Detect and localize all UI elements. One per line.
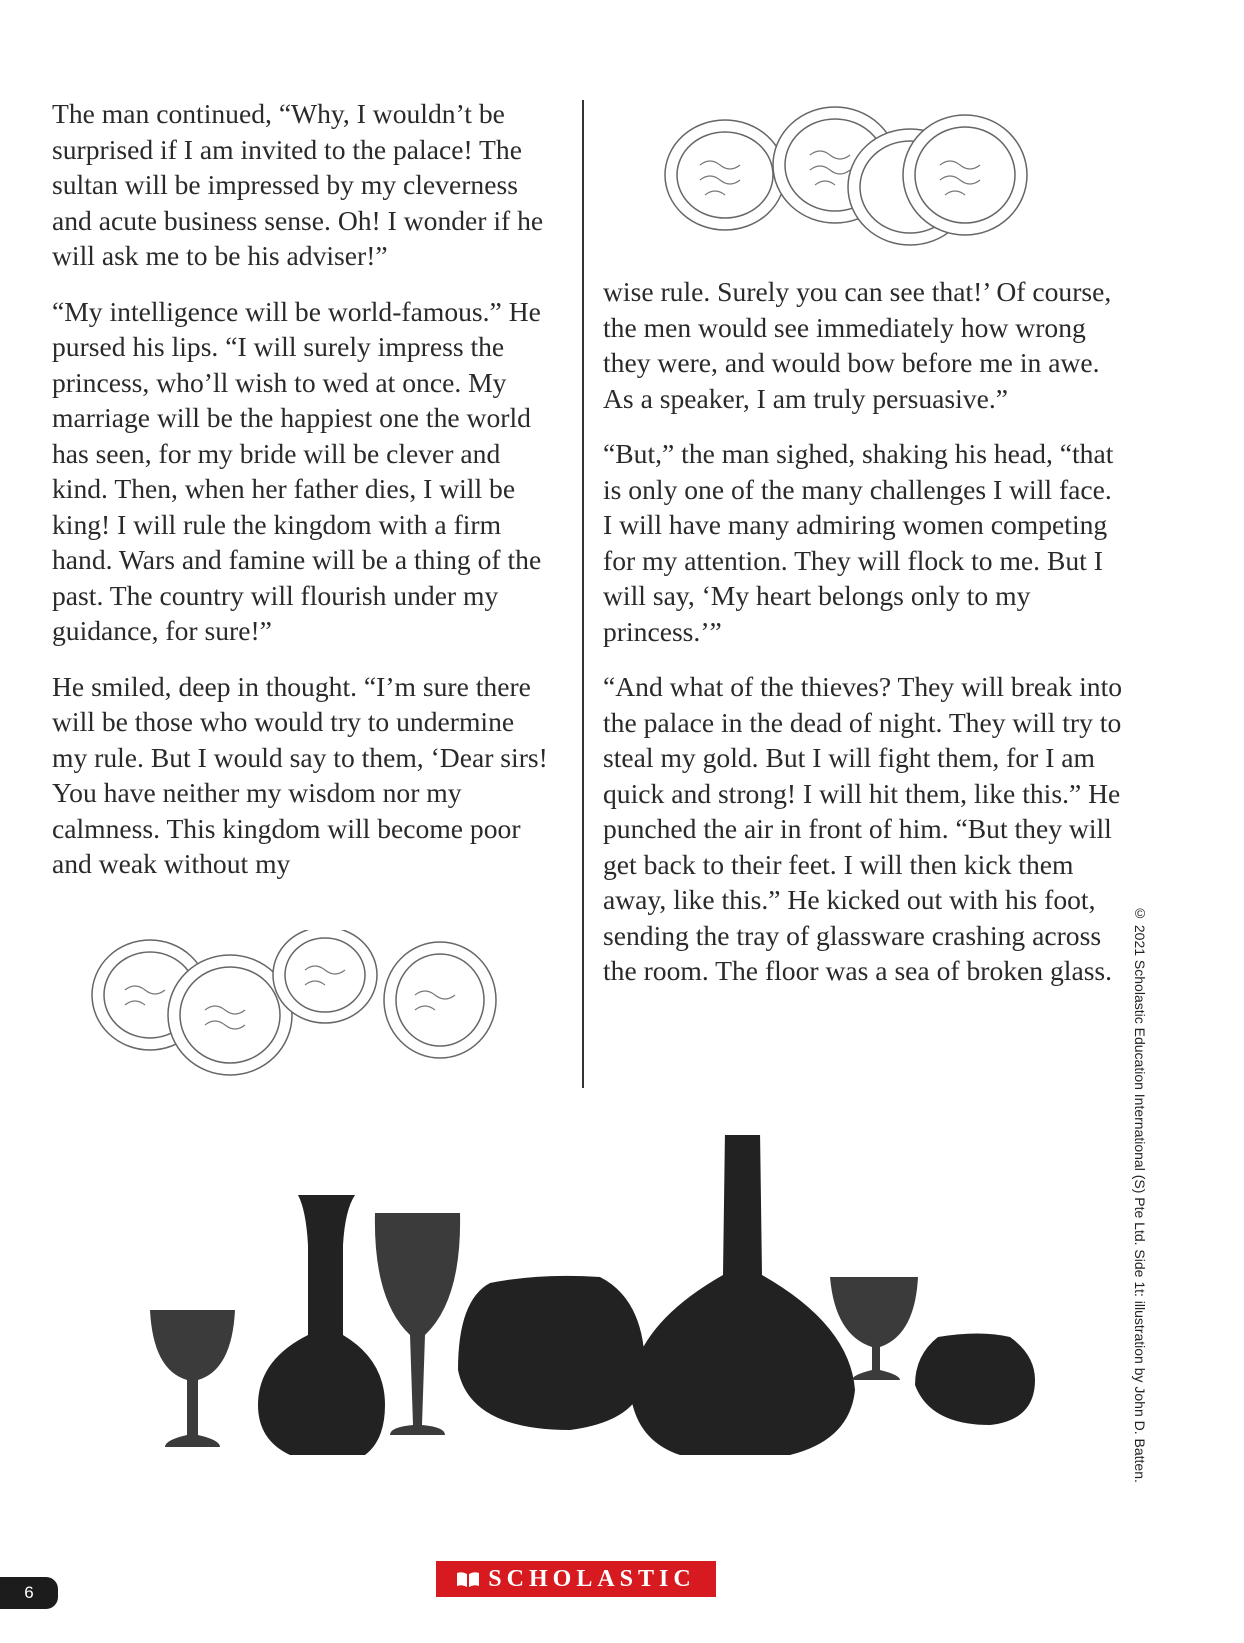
paragraph: wise rule. Surely you can see that!’ Of course, the men would see immediately how wrong they were, and would bow before me in awe. As a speaker, I am truly persuasive.” <box>603 276 1112 414</box>
page-number: 6 <box>0 1577 58 1609</box>
paragraph: “My intelligence will be world-famous.” He pursed his lips. “I will surely impress the princess, who’ll wish to wed at once. My marriage will be the happiest one the world has seen, for my bride will be clever and kind. Then, when her father dies, I will be king! I will rule the kingdom with a firm hand. Wars and famine will be a thing of the past. The country will flourish under my guidance, for sure!” <box>52 295 542 646</box>
right-text-column <box>603 274 1123 1009</box>
vase-silhouette <box>258 1195 385 1455</box>
book-icon <box>456 1570 480 1588</box>
paragraph: “But,” the man sighed, shaking his head, “that is only one of the many challenges I will face. I will have many admiring women competing for my attention. They will flock to me. But I will say, ‘My heart belongs only to my princess.’” <box>603 438 1114 647</box>
bowl-silhouette <box>458 1276 645 1430</box>
paragraph: He smiled, deep in thought. “I’m sure there will be those who would try to undermine my rule. But I would say to them, ‘Dear sirs! You have neither my wisdom nor my calmness. This kingdom will become poor and weak without my <box>52 670 548 879</box>
left-text-column <box>52 96 552 902</box>
paragraph: The man continued, “Why, I wouldn’t be surprised if I am invited to the palace! The sultan will be impressed by my cleverness and acute business sense. Oh! I wonder if he will ask me to be his adviser!” <box>52 98 544 271</box>
logo-text: SCHOLASTIC <box>488 1565 696 1592</box>
glassware-silhouettes <box>140 1135 1090 1515</box>
coins-illustration-bottom <box>90 930 530 1100</box>
paragraph: “And what of the thieves? They will break into the palace in the dead of night. They will try to steal my gold. But I will fight them, for I am quick and strong! I will hit them, like this.” He punched the air in front of him. “But they will get back to their feet. I will then kick them away, like this.” He kicked out with his foot, sending the tray of glassware crashing across the room. The floor was a sea of broken glass. <box>603 671 1123 986</box>
copyright-notice: © 2021 Scholastic Education International (S) Pte Ltd. Side 1t: illustration by John D. Batten. <box>1132 905 1148 1483</box>
wine-glass-silhouette <box>375 1213 460 1435</box>
goblet-silhouette <box>150 1310 235 1447</box>
scholastic-logo <box>436 1561 716 1597</box>
coins-illustration-top <box>660 95 1080 265</box>
pot-silhouette <box>915 1334 1035 1426</box>
column-divider <box>582 100 584 1088</box>
carafe-silhouette <box>630 1135 855 1455</box>
